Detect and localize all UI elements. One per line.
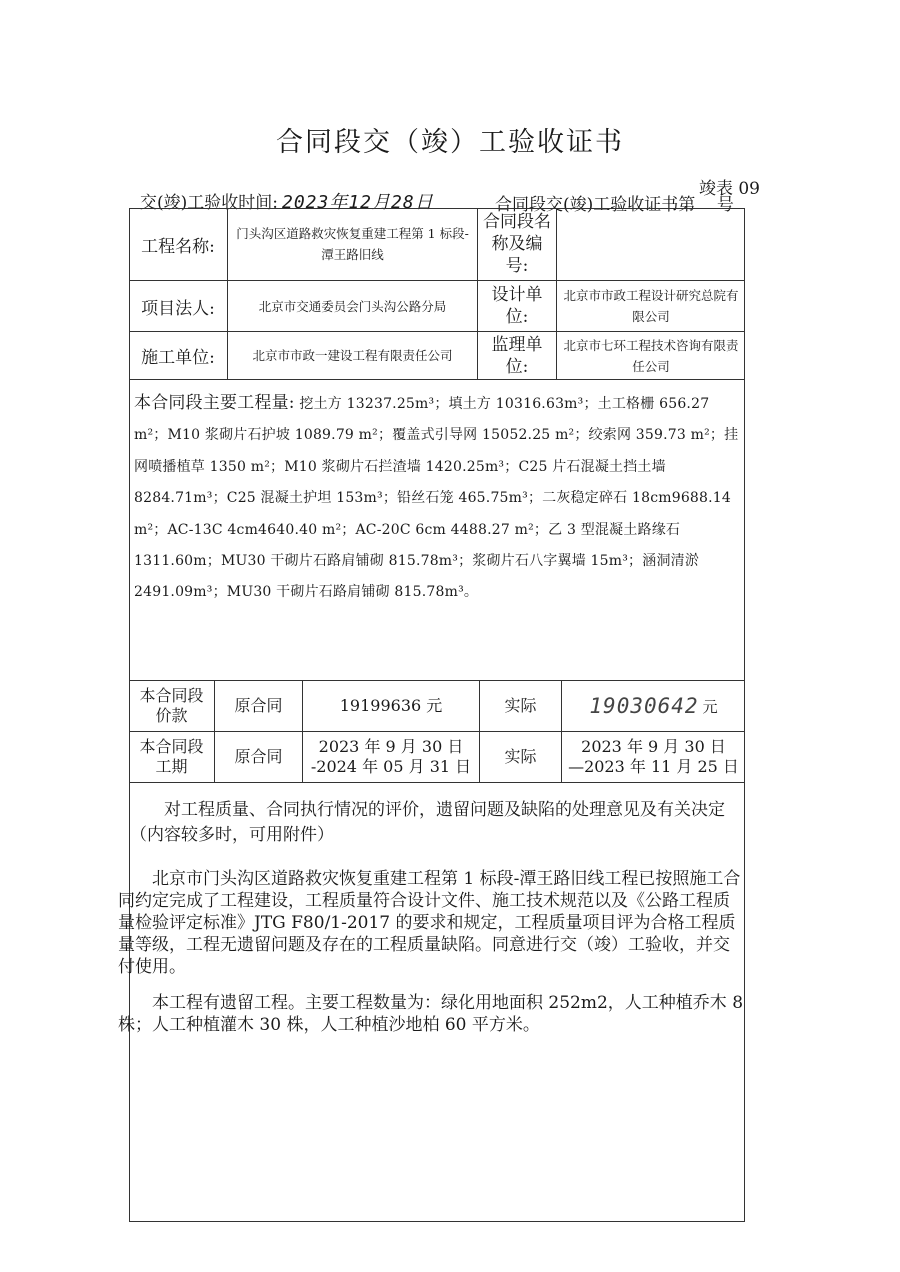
acceptance-time-value: 2023年12月28日: [282, 192, 434, 213]
period-actual-label: 实际: [504, 747, 537, 766]
form-number: 竣表 09: [698, 179, 760, 199]
period-original-value: [303, 732, 479, 782]
contractor-value: 北京市市政一建设工程有限责任公司: [252, 348, 453, 363]
period-actual-value: [562, 732, 745, 782]
supervisor-label: 监理单位:: [491, 334, 543, 377]
period-original-end: -2024 年 05 月 31 日: [310, 757, 472, 776]
project-name-label: 工程名称:: [141, 236, 215, 257]
contract-period-label: 本合同段工期: [139, 737, 204, 776]
period-original-label: 原合同: [234, 747, 283, 766]
price-actual-cell: [562, 681, 745, 731]
price-actual-label: 实际: [504, 696, 537, 715]
price-actual-value: 19030642: [589, 694, 699, 718]
owner-label: 项目法人:: [141, 298, 215, 319]
project-name-value: 门头沟区道路救灾恢复重建工程第 1 标段-潭王路旧线: [236, 226, 469, 262]
main-works-text: 挖土方 13237.25m³；填土方 10316.63m³；土工格栅 656.27 m²；M10 浆砌片石护坡 1089.79 m²；覆盖式引导网 15052.25 m²；绞索网 359.73 m²；挂网喷播植草 1350 m²；M10 浆砌片石拦渣墙 1420.25m³；C25 片石混凝土挡土墙 8284.71m³；C25 混凝土护坦 153m³；铅丝石笼 465.75m³；二灰稳定碎石 18cm9688.14 m²；AC-13C 4cm4640.40 m²；AC-20C 6cm 4488.27 m²；乙 3 型混凝土路缘石 1311.60m；MU30 干砌片石路肩铺砌 815.78m³；浆砌片石八字翼墙 15m³；涵洞清淤 2491.09m³；MU30 干砌片石路肩铺砌 815.78m³。: [134, 396, 739, 601]
price-original-value: 19199636 元: [339, 696, 443, 715]
price-actual-unit: 元: [702, 697, 718, 716]
remaining-works: 本工程有遗留工程。主要工程数量为：绿化用地面积 252m2，人工种植乔木 8 株；人工种植灌木 30 株，人工种植沙地柏 60 平方米。: [118, 993, 744, 1035]
acceptance-time-label: 交(竣)工验收时间:: [140, 193, 278, 213]
contractor-label: 施工单位:: [141, 348, 215, 368]
main-works-section: [134, 388, 746, 609]
row-divider: [129, 782, 745, 783]
period-actual-end: —2023 年 11 月 25 日: [568, 757, 739, 776]
owner-value: 北京市交通委员会门头沟公路分局: [258, 298, 447, 314]
supervisor-value: 北京市七环工程技术咨询有限责任公司: [563, 337, 739, 374]
design-unit-label: 设计单位:: [491, 285, 543, 327]
page-title: 合同段交（竣）工验收证书: [276, 127, 624, 158]
main-works-label: 本合同段主要工程量:: [134, 393, 295, 413]
certificate-number: 合同段交(竣)工验收证书第 号: [495, 195, 734, 215]
price-original-label: 原合同: [234, 696, 283, 715]
contract-price-label: 本合同段价款: [139, 686, 204, 725]
period-actual-start: 2023 年 9 月 30 日: [581, 737, 726, 756]
evaluation-body: 北京市门头沟区道路救灾恢复重建工程第 1 标段-潭王路旧线工程已按照施工合同约定完成了工程建设，工程质量符合设计文件、施工技术规范以及《公路工程质量检验评定标准》JTG F80/1-2017 的要求和规定，工程质量项目评为合格工程质量等级，工程无遗留问题及存在的工程质量缺陷。同意进行交（竣）工验收，并交付使用。: [118, 869, 741, 977]
period-original-start: 2023 年 9 月 30 日: [318, 737, 464, 756]
design-unit-value: 北京市市政工程设计研究总院有限公司: [563, 288, 739, 324]
row-divider: [129, 379, 745, 380]
contract-section-value: [557, 208, 745, 280]
contract-section-label: 合同段名称及编号:: [483, 212, 551, 276]
evaluation-prompt: 对工程质量、合同执行情况的评价，遗留问题及缺陷的处理意见及有关决定（内容较多时，可用附件）: [130, 800, 725, 845]
